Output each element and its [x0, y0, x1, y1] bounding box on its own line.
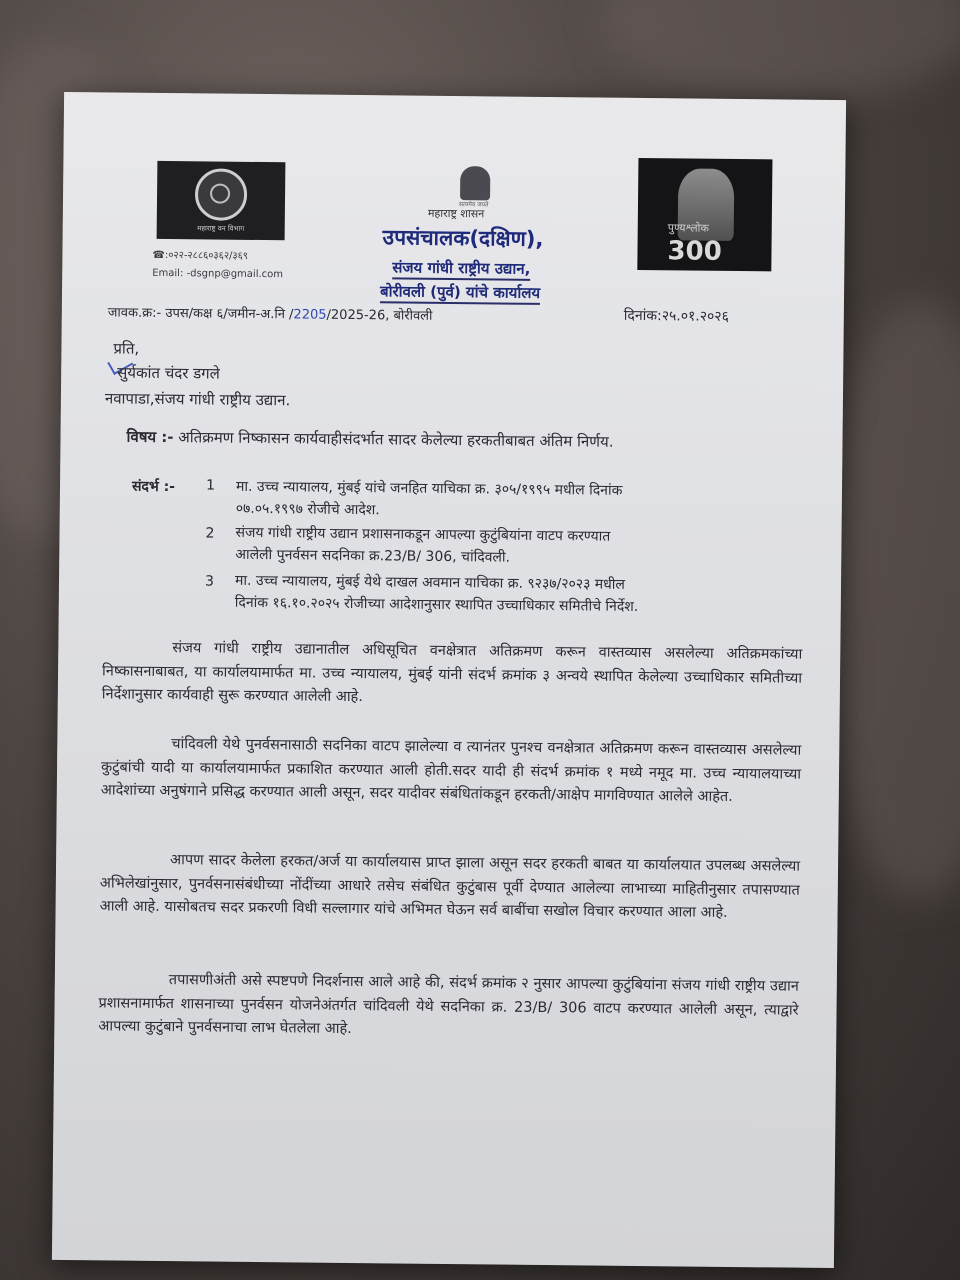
email-address: Email: -dsgnp@gmail.com [152, 267, 284, 281]
recipient-name: सुर्यकांत चंदर डगले [117, 363, 220, 383]
reference-number: 2 [205, 525, 215, 542]
reference-prefix: जावक.क्र:- उपस/कक्ष ६/जमीन-अ.नि / [107, 305, 294, 323]
body-paragraph: चांदिवली येथे पुनर्वसनासाठी सदनिका वाटप झालेल्या व त्यानंतर पुनश्च वनक्षेत्रात अतिक्रमण करून वास्तव्यास असलेल्या कुटुंबांची यादी या कार्यालयामार्फत प्रकाशित करण्यात आली होती.सदर यादी ही संदर्भ क्रमांक १ मध्ये नमूद मा. उच्च न्यायालयाच्या आदेशांच्या अनुषंगाने प्रसिद्ध करण्यात आली असून, सदर यादीवर संबंधितांकडून हरकती/आक्षेप मागविण्यात आलेले आहेत. [100, 736, 802, 805]
recipient-label: प्रति, [113, 339, 140, 358]
reference-line: संजय गांधी राष्ट्रीय उद्यान प्रशासनाकडून आपल्या कुटुंबियांना वाटप करण्यात [235, 524, 611, 545]
forest-department-logo [157, 161, 286, 240]
references-label: संदर्भ :- [131, 478, 176, 496]
reference-item [236, 476, 623, 524]
letter-date [624, 306, 729, 326]
emblem-motto: सत्यमेव जयते [458, 201, 489, 209]
body-paragraph: तपासणीअंती असे स्पष्टपणे निदर्शनास आले आहे की, संदर्भ क्रमांक २ नुसार आपल्या कुटुंबियांना संजय गांधी राष्ट्रीय उद्यान प्रशासनामार्फत शासनाच्या पुनर्वसन योजनेअंतर्गत चांदिवली येथे सदनिका क्र. 23/B/ 306 वाटप करण्यात आलेली असून, त्याद्वारे आपल्या कुटुंबाने पुनर्वसनाचा लाभ घेतलेला आहे. [98, 972, 799, 1038]
subject-text: अतिक्रमण निष्कासन कार्यवाहीसंदर्भात सादर केलेल्या हरकतीबाबत अंतिम निर्णय. [178, 428, 614, 451]
reference-suffix: /2025-26, बोरीवली [326, 307, 433, 324]
letter-page [52, 92, 846, 1268]
reference-item [235, 522, 610, 570]
anniversary-logo [637, 158, 772, 271]
national-emblem-icon [455, 156, 495, 200]
government-name: महाराष्ट्र शासन [427, 206, 485, 221]
reference-number: 1 [205, 477, 216, 494]
badge-icon [195, 168, 248, 221]
outward-reference [108, 302, 433, 323]
date-value: २५.०१.२०२६ [661, 308, 729, 325]
reference-line: दिनांक १६.१०.२०२५ रोजीच्या आदेशानुसार स्थापित उच्चाधिकार समितीचे निर्देश. [234, 594, 639, 615]
phone-number: ☎:०२२-२८८६०३६२/३६९ [152, 249, 249, 262]
reference-number: 3 [204, 573, 215, 590]
reference-line: मा. उच्च न्यायालय, मुंबई यांचे जनहित याचिका क्र. ३०५/१९९५ मधील दिनांक [235, 478, 623, 499]
reference-line: मा. उच्च न्यायालय, मुंबई येथे दाखल अवमान याचिका क्र. ९२३७/२०२३ मधील [234, 572, 626, 593]
handwritten-number: 2205 [293, 307, 327, 323]
office-line-2: संजय गांधी राष्ट्रीय उद्यान, [392, 257, 530, 280]
office-title: उपसंचालक(दक्षिण), [382, 225, 544, 251]
subject-line [126, 427, 613, 452]
left-logo-caption: महाराष्ट्र वन विभाग [197, 223, 245, 233]
reference-line: आलेली पुनर्वसन सदनिका क्र.23/B/ 306, चांदिवली. [235, 546, 511, 566]
subject-label: विषय :- [126, 427, 174, 447]
reference-line: ०७.०५.१९९७ रोजीचे आदेश. [235, 500, 380, 519]
body-paragraph: संजय गांधी राष्ट्रीय उद्यानातील अधिसूचित वनक्षेत्रात अतिक्रमण करून वास्तव्यास असलेल्या अतिक्रमकांच्या निष्कासनाबाबत, या कार्यालयामार्फत मा. उच्च न्यायालय, मुंबई यांनी संदर्भ क्रमांक ३ अन्वये स्थापित केलेल्या उच्चाधिकार समितीच्या निर्देशानुसार कार्यवाही सुरू करण्यात आलेली आहे. [101, 640, 803, 706]
recipient-address: नवापाडा,संजय गांधी राष्ट्रीय उद्यान. [104, 389, 291, 410]
right-logo-number: 300 [667, 236, 722, 267]
body-paragraph: आपण सादर केलेला हरकत/अर्ज या कार्यालयास प्राप्त झाला असून सदर हरकती बाबत या कार्यालयात उपलब्ध असलेल्या अभिलेखांनुसार, पुनर्वसनासंबंधीच्या नोंदींच्या आधारे तसेच संबंधित कुटुंबास पूर्वी देण्यात आलेल्या लाभाच्या माहितीनुसार तपासण्यात आली आहे. यासोबतच सदर प्रकरणी विधी सल्लागार यांचे अभिमत घेऊन सर्व बाबींचा सखोल विचार करण्यात आला आहे. [99, 852, 801, 921]
office-line-3: बोरीवली (पुर्व) यांचे कार्यालय [380, 281, 540, 305]
contact-block [152, 247, 283, 284]
date-label: दिनांक: [623, 307, 662, 325]
right-logo-text: पुण्यश्लोक [667, 221, 709, 235]
reference-item [235, 570, 639, 618]
